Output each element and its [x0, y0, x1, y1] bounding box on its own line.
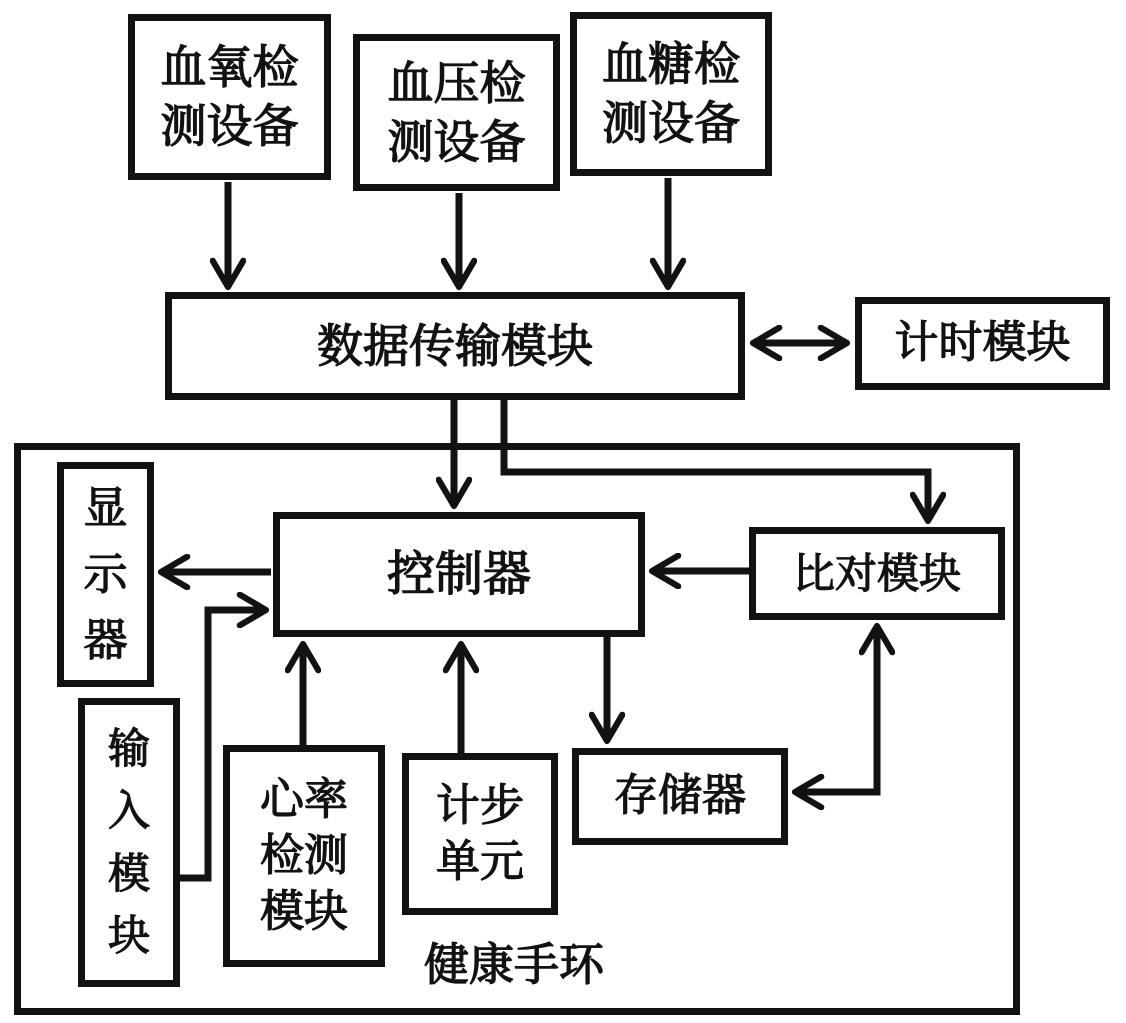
node-data-transmission-module: 数据传输模块 — [165, 292, 745, 400]
node-controller: 控制器 — [273, 512, 645, 637]
node-heart-rate-detection-module: 心率 检测 模块 — [223, 745, 385, 967]
connector-storage-comparison-double — [795, 626, 877, 792]
node-blood-oxygen-device: 血氧检 测设备 — [128, 14, 331, 180]
connector-transfer-to-comparison — [504, 400, 928, 521]
node-storage-unit: 存储器 — [572, 748, 788, 845]
node-display-unit: 显 示 器 — [57, 462, 154, 687]
node-comparison-module: 比对模块 — [749, 527, 1005, 620]
health-bracelet-label: 健康手环 — [424, 938, 605, 991]
node-step-counting-unit: 计步 单元 — [402, 753, 558, 915]
node-timing-module: 计时模块 — [855, 297, 1110, 390]
node-input-module: 输 入 模 块 — [78, 698, 180, 987]
node-blood-pressure-device: 血压检 测设备 — [353, 34, 560, 191]
node-blood-glucose-device: 血糖检 测设备 — [570, 12, 772, 176]
